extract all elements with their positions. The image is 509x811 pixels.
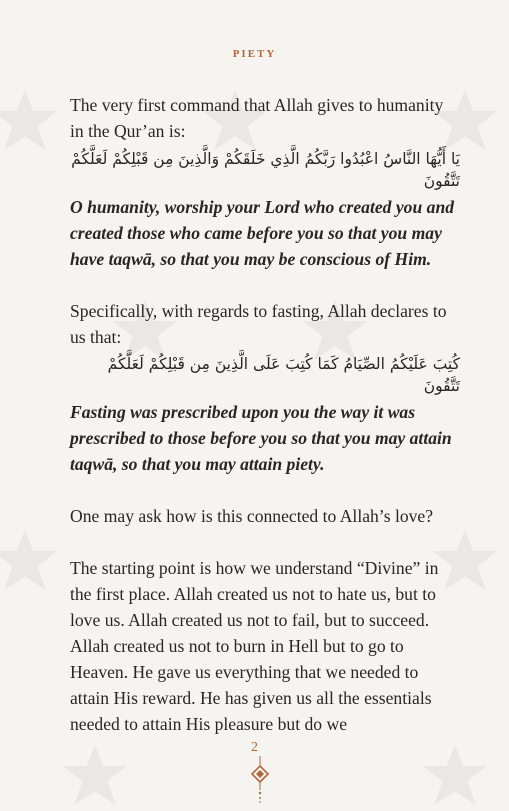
paragraph-intro: The very first command that Allah gives to humanity in the Qur’an is: — [70, 95, 444, 141]
diamond-ornament-icon — [250, 756, 270, 804]
paragraph-question: One may ask how is this connected to Allah’s love? — [70, 506, 434, 526]
watermark-star-icon — [0, 90, 60, 160]
paragraph-fasting: Specifically, with regards to fasting, Allah declares to us that: — [70, 301, 447, 347]
page-content — [70, 92, 460, 737]
page-number: 2 — [251, 740, 258, 755]
running-header: PIETY — [232, 48, 277, 60]
paragraph-spacer — [70, 272, 460, 298]
arabic-verse-2: كُتِبَ عَلَيْكُمُ الصِّيَامُ كَمَا كُتِبَ عَلَى الَّذِينَ مِن قَبْلِكُمْ لَعَلَّكُمْ تَتَّقُونَ — [107, 355, 460, 395]
paragraph-divine: The starting point is how we understand “Divine” in the first place. Allah created us not to hate us, but to love us. Allah created us not to fail, but to succeed. Allah created us not to burn in Hell but to go to Heaven. He gave us everything that we needed to attain His reward. He has given us all the essentials needed to attain His pleasure but do we — [70, 558, 439, 734]
watermark-star-icon — [0, 530, 60, 600]
translation-1: O humanity, worship your Lord who created you and created those who came before you so that you may have taqwā, so that you may be conscious of Him. — [70, 197, 455, 269]
arabic-verse-1: يَا أَيُّهَا النَّاسُ اعْبُدُوا رَبَّكُمُ الَّذِي خَلَقَكُمْ وَالَّذِينَ مِن قَبْلِكُمْ لَعَلَّكُمْ تَتَّقُونَ — [71, 150, 460, 190]
paragraph-spacer — [70, 477, 460, 503]
translation-2: Fasting was prescribed upon you the way it was prescribed to those before you so that you may attain taqwā, so that you may attain piety. — [70, 402, 452, 474]
paragraph-spacer — [70, 529, 460, 555]
